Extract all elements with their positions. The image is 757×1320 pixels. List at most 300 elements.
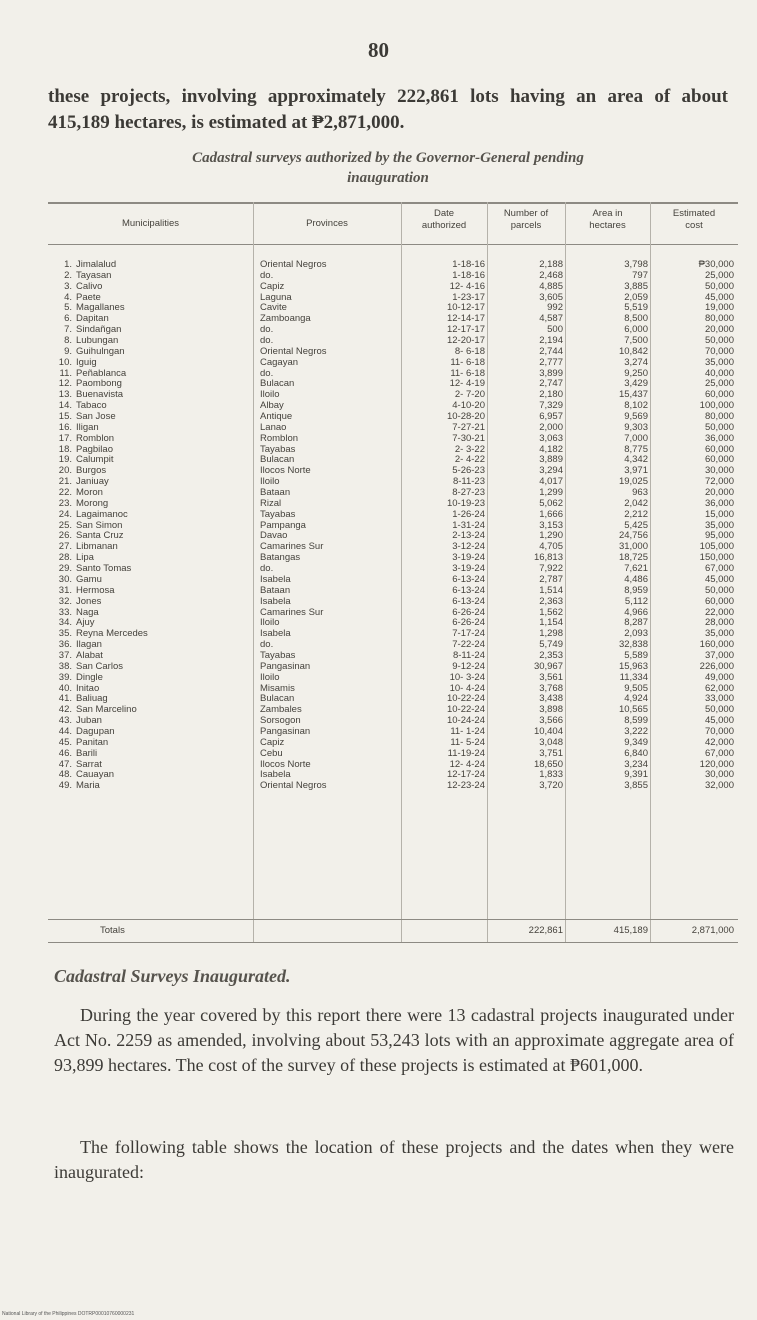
- table-row: [48, 423, 738, 434]
- header-cost-line-2: cost: [685, 220, 703, 231]
- estimated-cost-cell: 25,000: [704, 379, 734, 390]
- parcels-cell: 2,787: [539, 574, 563, 585]
- table-row: [48, 336, 738, 347]
- date-authorized-cell: 10-28-20: [446, 412, 485, 423]
- table-row: [48, 564, 738, 575]
- estimated-cost-cell: 70,000: [704, 346, 734, 357]
- estimated-cost-cell: 72,000: [704, 477, 734, 488]
- header-date: [401, 208, 487, 232]
- table-row: [48, 488, 738, 499]
- date-authorized-cell: 2- 7-20: [454, 390, 485, 401]
- area-cell: 9,303: [624, 422, 648, 433]
- table-row: [48, 271, 738, 282]
- table-body: [48, 260, 738, 792]
- area-cell: 963: [632, 488, 648, 499]
- area-cell: 2,093: [624, 629, 648, 640]
- date-authorized-cell: 2-13-24: [452, 531, 485, 542]
- row-number: 14.: [58, 401, 72, 412]
- area-cell: 9,349: [624, 737, 648, 748]
- estimated-cost-cell: 19,000: [704, 303, 734, 314]
- row-number: 32.: [58, 596, 72, 607]
- date-authorized-cell: 11-19-24: [447, 748, 485, 759]
- area-cell: 3,274: [624, 357, 648, 368]
- row-number: 3.: [64, 281, 72, 292]
- area-cell: 3,234: [624, 759, 648, 770]
- municipality-cell: Alabat: [76, 650, 103, 661]
- totals-cost: 2,871,000: [691, 925, 734, 936]
- row-number: 48.: [58, 770, 72, 781]
- province-cell: Oriental Negros: [260, 781, 327, 792]
- province-cell: Pangasinan: [260, 726, 311, 737]
- area-cell: 4,966: [624, 607, 648, 618]
- totals-area: 415,189: [613, 925, 648, 936]
- estimated-cost-cell: 40,000: [704, 368, 734, 379]
- parcels-cell: 1,562: [539, 607, 563, 618]
- parcels-cell: 3,566: [539, 716, 563, 727]
- table-row: [48, 401, 738, 412]
- row-number: 27.: [58, 542, 72, 553]
- estimated-cost-cell: 45,000: [704, 716, 734, 727]
- table-row: [48, 618, 738, 629]
- municipality-cell: Reyna Mercedes: [76, 629, 148, 640]
- row-number: 6.: [64, 314, 72, 325]
- section-heading: Cadastral Surveys Inaugurated.: [54, 966, 291, 986]
- municipality-cell: Paombong: [76, 379, 122, 390]
- date-authorized-cell: 8-11-23: [452, 477, 485, 488]
- table-row: [48, 282, 738, 293]
- date-authorized-cell: 12-20-17: [446, 336, 485, 347]
- date-authorized-cell: 3-19-24: [452, 564, 485, 575]
- parcels-cell: 1,514: [539, 585, 563, 596]
- area-cell: 2,059: [624, 292, 648, 303]
- date-authorized-cell: 8- 6-18: [454, 346, 485, 357]
- province-cell: Bulacan: [260, 694, 295, 705]
- area-cell: 3,855: [624, 781, 648, 792]
- municipality-cell: Juban: [76, 716, 102, 727]
- table-row: [48, 662, 738, 673]
- totals-parcels: 222,861: [528, 925, 563, 936]
- table-row: [48, 521, 738, 532]
- area-cell: 9,569: [624, 412, 648, 423]
- estimated-cost-cell: 36,000: [704, 498, 734, 509]
- estimated-cost-cell: 37,000: [704, 650, 734, 661]
- parcels-cell: 3,063: [539, 433, 563, 444]
- table-row: [48, 293, 738, 304]
- table-row: [48, 684, 738, 695]
- date-authorized-cell: 12-14-17: [446, 314, 485, 325]
- parcels-cell: 2,363: [539, 596, 563, 607]
- municipality-cell: Baliuag: [76, 694, 108, 705]
- row-number: 38.: [58, 661, 72, 672]
- date-authorized-cell: 10-24-24: [446, 716, 485, 727]
- estimated-cost-cell: 25,000: [704, 270, 734, 281]
- parcels-cell: 1,833: [539, 770, 563, 781]
- estimated-cost-cell: 20,000: [704, 325, 734, 336]
- province-cell: Pangasinan: [260, 661, 311, 672]
- date-authorized-cell: 6-13-24: [452, 596, 485, 607]
- estimated-cost-cell: 50,000: [704, 585, 734, 596]
- parcels-cell: 2,180: [539, 390, 563, 401]
- table-row: [48, 369, 738, 380]
- area-cell: 9,505: [624, 683, 648, 694]
- municipality-cell: Sarrat: [76, 759, 102, 770]
- row-number: 20.: [58, 466, 72, 477]
- table-row: [48, 597, 738, 608]
- table-row: [48, 531, 738, 542]
- municipality-cell: Ilagan: [76, 640, 102, 651]
- parcels-cell: 4,885: [539, 281, 563, 292]
- parcels-cell: 1,666: [539, 509, 563, 520]
- municipality-cell: Lipa: [76, 553, 94, 564]
- parcels-cell: 3,768: [539, 683, 563, 694]
- parcels-cell: 3,751: [539, 748, 563, 759]
- table-row: [48, 640, 738, 651]
- municipality-cell: Iguig: [76, 357, 97, 368]
- table-row: [48, 738, 738, 749]
- area-cell: 8,102: [624, 401, 648, 412]
- row-number: 7.: [64, 325, 72, 336]
- table-row: [48, 760, 738, 771]
- table-row: [48, 477, 738, 488]
- parcels-cell: 2,194: [539, 336, 563, 347]
- row-number: 17.: [58, 433, 72, 444]
- province-cell: Zambales: [260, 705, 302, 716]
- municipality-cell: Ajuy: [76, 618, 95, 629]
- estimated-cost-cell: 50,000: [704, 422, 734, 433]
- header-cost-line-1: Estimated: [672, 208, 716, 219]
- parcels-cell: 4,587: [539, 314, 563, 325]
- row-number: 43.: [58, 716, 72, 727]
- municipality-cell: Morong: [76, 498, 109, 509]
- parcels-cell: 3,438: [539, 694, 563, 705]
- municipality-cell: Gamu: [76, 574, 102, 585]
- province-cell: Iloilo: [260, 672, 280, 683]
- intro-paragraph: these projects, involving approximately 222,861 lots having an area of about 415,189 hectares, is estimated at ₱2,871,000.: [48, 86, 728, 133]
- header-cost: [650, 208, 738, 232]
- date-authorized-cell: 12-17-17: [446, 325, 485, 336]
- estimated-cost-cell: 100,000: [699, 401, 734, 412]
- estimated-cost-cell: 28,000: [704, 618, 734, 629]
- paragraph-following-table: The following table shows the location of these projects and the dates when they were inaugurated:: [54, 1137, 734, 1182]
- date-authorized-cell: 12- 4-24: [449, 759, 485, 770]
- municipality-cell: Santa Cruz: [76, 531, 124, 542]
- estimated-cost-cell: 60,000: [704, 444, 734, 455]
- parcels-cell: 3,605: [539, 292, 563, 303]
- row-number: 29.: [58, 564, 72, 575]
- table-title-line-2: inauguration: [347, 170, 429, 186]
- estimated-cost-cell: 30,000: [704, 770, 734, 781]
- totals-rule: [48, 919, 738, 920]
- parcels-cell: 4,017: [539, 477, 563, 488]
- parcels-cell: 2,000: [539, 422, 563, 433]
- date-authorized-cell: 6-13-24: [452, 585, 485, 596]
- table-row: [48, 466, 738, 477]
- area-cell: 3,971: [624, 466, 648, 477]
- estimated-cost-cell: 67,000: [704, 748, 734, 759]
- parcels-cell: 1,290: [539, 531, 563, 542]
- row-number: 45.: [58, 737, 72, 748]
- parcels-cell: 1,154: [539, 618, 563, 629]
- estimated-cost-cell: 35,000: [704, 357, 734, 368]
- row-number: 39.: [58, 672, 72, 683]
- row-number: 21.: [58, 477, 72, 488]
- area-cell: 3,798: [624, 260, 648, 270]
- parcels-cell: 16,813: [533, 553, 563, 564]
- table-row: [48, 499, 738, 510]
- row-number: 34.: [58, 618, 72, 629]
- parcels-cell: 2,744: [539, 346, 563, 357]
- estimated-cost-cell: 33,000: [704, 694, 734, 705]
- province-cell: Cavite: [260, 303, 287, 314]
- parcels-cell: 7,329: [539, 401, 563, 412]
- row-number: 5.: [64, 303, 72, 314]
- estimated-cost-cell: 32,000: [704, 781, 734, 792]
- table-header-rule: [48, 244, 738, 245]
- province-cell: Cebu: [260, 748, 283, 759]
- date-authorized-cell: 12- 4-16: [449, 281, 485, 292]
- area-cell: 8,959: [624, 585, 648, 596]
- area-cell: 5,589: [624, 650, 648, 661]
- parcels-cell: 5,749: [539, 640, 563, 651]
- parcels-cell: 3,561: [539, 672, 563, 683]
- area-cell: 4,924: [624, 694, 648, 705]
- table-row: [48, 781, 738, 792]
- estimated-cost-cell: 150,000: [699, 553, 734, 564]
- province-cell: Antique: [260, 412, 293, 423]
- estimated-cost-cell: ₱30,000: [698, 260, 734, 270]
- area-cell: 19,025: [618, 477, 648, 488]
- province-cell: Isabela: [260, 596, 291, 607]
- municipality-cell: Santo Tomas: [76, 564, 132, 575]
- table-title: [48, 148, 728, 188]
- row-number: 18.: [58, 444, 72, 455]
- area-cell: 15,437: [618, 390, 648, 401]
- area-cell: 6,000: [624, 325, 648, 336]
- date-authorized-cell: 1-18-16: [452, 260, 485, 270]
- date-authorized-cell: 10-22-24: [446, 694, 485, 705]
- date-authorized-cell: 11- 5-24: [450, 737, 485, 748]
- area-cell: 3,429: [624, 379, 648, 390]
- area-cell: 10,842: [618, 346, 648, 357]
- header-municipalities: Municipalities: [121, 218, 180, 229]
- estimated-cost-cell: 45,000: [704, 574, 734, 585]
- area-cell: 8,287: [624, 618, 648, 629]
- parcels-cell: 4,705: [539, 542, 563, 553]
- area-cell: 7,621: [624, 564, 648, 575]
- parcels-cell: 3,898: [539, 705, 563, 716]
- province-cell: Laguna: [260, 292, 292, 303]
- table-row: [48, 608, 738, 619]
- table-row: [48, 260, 738, 271]
- province-cell: do.: [260, 336, 274, 347]
- province-cell: Capiz: [260, 737, 285, 748]
- province-cell: Oriental Negros: [260, 260, 327, 270]
- parcels-cell: 3,720: [539, 781, 563, 792]
- table-row: [48, 303, 738, 314]
- header-provinces: Provinces: [306, 218, 348, 229]
- estimated-cost-cell: 120,000: [699, 759, 734, 770]
- date-authorized-cell: 11- 6-18: [450, 368, 485, 379]
- row-number: 49.: [58, 781, 72, 792]
- area-cell: 7,000: [624, 433, 648, 444]
- area-cell: 5,519: [624, 303, 648, 314]
- estimated-cost-cell: 30,000: [704, 466, 734, 477]
- area-cell: 4,486: [624, 574, 648, 585]
- date-authorized-cell: 5-26-23: [452, 466, 485, 477]
- table-row: [48, 716, 738, 727]
- row-number: 26.: [58, 531, 72, 542]
- province-cell: Isabela: [260, 574, 291, 585]
- area-cell: 5,112: [624, 596, 648, 607]
- municipality-cell: Maria: [76, 781, 100, 792]
- table-row: [48, 629, 738, 640]
- row-number: 25.: [58, 520, 72, 531]
- row-number: 12.: [58, 379, 72, 390]
- estimated-cost-cell: 35,000: [704, 520, 734, 531]
- date-authorized-cell: 11- 1-24: [450, 726, 485, 737]
- area-cell: 2,212: [624, 509, 648, 520]
- province-cell: Sorsogon: [260, 716, 301, 727]
- municipality-cell: San Simon: [76, 520, 123, 531]
- parcels-cell: 7,922: [539, 564, 563, 575]
- municipality-cell: Magallanes: [76, 303, 125, 314]
- municipality-cell: Calivo: [76, 281, 103, 292]
- municipality-cell: Dingle: [76, 672, 103, 683]
- area-cell: 8,775: [624, 444, 648, 455]
- row-number: 4.: [64, 292, 72, 303]
- municipality-cell: Tabaco: [76, 401, 107, 412]
- row-number: 24.: [58, 509, 72, 520]
- date-authorized-cell: 1-26-24: [452, 509, 485, 520]
- date-authorized-cell: 12- 4-19: [449, 379, 485, 390]
- province-cell: do.: [260, 564, 274, 575]
- date-authorized-cell: 10-12-17: [446, 303, 485, 314]
- parcels-cell: 3,048: [539, 737, 563, 748]
- row-number: 10.: [58, 357, 72, 368]
- row-number: 30.: [58, 574, 72, 585]
- province-cell: Albay: [260, 401, 284, 412]
- header-date-line-2: authorized: [421, 220, 467, 231]
- estimated-cost-cell: 80,000: [704, 314, 734, 325]
- table-row: [48, 542, 738, 553]
- row-number: 16.: [58, 422, 72, 433]
- municipality-cell: San Carlos: [76, 661, 123, 672]
- municipality-cell: Calumpit: [76, 455, 114, 466]
- province-cell: do.: [260, 270, 274, 281]
- table-row: [48, 347, 738, 358]
- row-number: 19.: [58, 455, 72, 466]
- municipality-cell: San Marcelino: [76, 705, 137, 716]
- province-cell: Capiz: [260, 281, 285, 292]
- municipality-cell: Barili: [76, 748, 98, 759]
- parcels-cell: 3,294: [539, 466, 563, 477]
- municipality-cell: Moron: [76, 488, 103, 499]
- province-cell: Rizal: [260, 498, 282, 509]
- row-number: 11.: [59, 368, 72, 379]
- page-number: 80: [368, 38, 389, 62]
- date-authorized-cell: 2- 3-22: [454, 444, 485, 455]
- row-number: 15.: [58, 412, 72, 423]
- parcels-cell: 2,353: [539, 650, 563, 661]
- area-cell: 9,391: [624, 770, 648, 781]
- parcels-cell: 500: [547, 325, 563, 336]
- table-row: [48, 379, 738, 390]
- date-authorized-cell: 11- 6-18: [450, 357, 485, 368]
- row-number: 44.: [58, 726, 72, 737]
- province-cell: Tayabas: [260, 444, 296, 455]
- province-cell: Oriental Negros: [260, 346, 327, 357]
- estimated-cost-cell: 105,000: [699, 542, 734, 553]
- parcels-cell: 2,188: [539, 260, 563, 270]
- table-row: [48, 586, 738, 597]
- municipality-cell: Janiuay: [76, 477, 109, 488]
- table-row: [48, 445, 738, 456]
- row-number: 13.: [58, 390, 72, 401]
- province-cell: Iloilo: [260, 477, 280, 488]
- province-cell: do.: [260, 640, 274, 651]
- province-cell: Camarines Sur: [260, 542, 324, 553]
- header-area-line-2: hectares: [589, 220, 626, 231]
- estimated-cost-cell: 60,000: [704, 390, 734, 401]
- area-cell: 24,756: [618, 531, 648, 542]
- row-number: 9.: [64, 346, 72, 357]
- date-authorized-cell: 7-22-24: [452, 640, 485, 651]
- date-authorized-cell: 10-22-24: [446, 705, 485, 716]
- municipality-cell: Panitan: [76, 737, 109, 748]
- table-row: [48, 314, 738, 325]
- estimated-cost-cell: 36,000: [704, 433, 734, 444]
- date-authorized-cell: 12-17-24: [446, 770, 485, 781]
- area-cell: 5,425: [624, 520, 648, 531]
- province-cell: Bulacan: [260, 379, 295, 390]
- table-row: [48, 575, 738, 586]
- province-cell: do.: [260, 368, 274, 379]
- date-authorized-cell: 1-23-17: [452, 292, 485, 303]
- area-cell: 15,963: [618, 661, 648, 672]
- date-authorized-cell: 6-13-24: [452, 574, 485, 585]
- municipality-cell: Buenavista: [76, 390, 124, 401]
- row-number: 33.: [58, 607, 72, 618]
- parcels-cell: 992: [547, 303, 563, 314]
- estimated-cost-cell: 160,000: [699, 640, 734, 651]
- row-number: 35.: [58, 629, 72, 640]
- table-row: [48, 325, 738, 336]
- estimated-cost-cell: 15,000: [704, 509, 734, 520]
- paragraph-surveys-inaugurated: During the year covered by this report there were 13 cadastral projects inaugurated under Act No. 2259 as amended, involving about 53,243 lots with an approximate aggregate area of 93,899 hectares. The cost of the survey of these projects is estimated at ₱601,000.: [54, 1005, 734, 1075]
- province-cell: Bulacan: [260, 455, 295, 466]
- province-cell: Bataan: [260, 488, 291, 499]
- parcels-cell: 4,182: [539, 444, 563, 455]
- municipality-cell: Romblon: [76, 433, 115, 444]
- parcels-cell: 6,957: [539, 412, 563, 423]
- header-parcels-line-2: parcels: [510, 220, 542, 231]
- municipality-cell: Burgos: [76, 466, 107, 477]
- province-cell: Lanao: [260, 422, 287, 433]
- municipality-cell: Dagupan: [76, 726, 115, 737]
- row-number: 31.: [58, 585, 72, 596]
- area-cell: 10,565: [618, 705, 648, 716]
- municipality-cell: Guihulngan: [76, 346, 125, 357]
- date-authorized-cell: 8-11-24: [452, 650, 485, 661]
- province-cell: Pampanga: [260, 520, 306, 531]
- table-row: [48, 694, 738, 705]
- area-cell: 4,342: [624, 455, 648, 466]
- estimated-cost-cell: 226,000: [699, 661, 734, 672]
- row-number: 47.: [58, 759, 72, 770]
- parcels-cell: 10,404: [533, 726, 563, 737]
- table-row: [48, 510, 738, 521]
- municipality-cell: San Jose: [76, 412, 116, 423]
